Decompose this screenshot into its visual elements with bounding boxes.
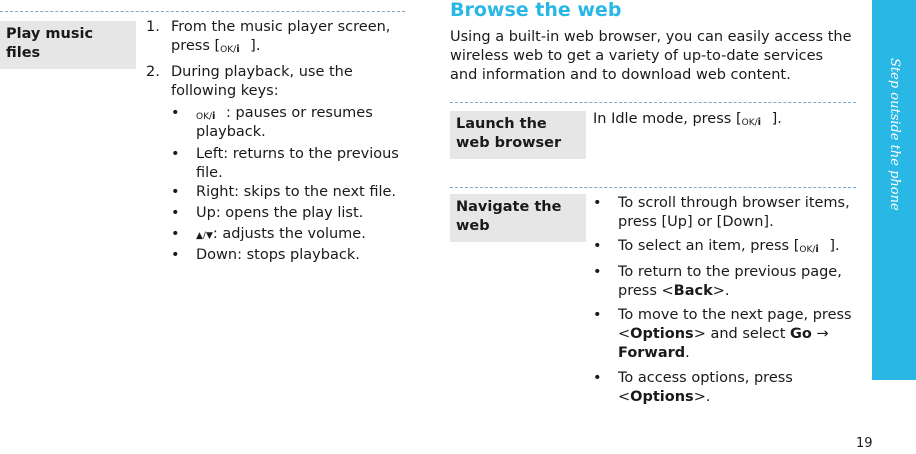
ok-key-icon: OK/i [799, 244, 819, 255]
step-1-line-2-post: ]. [250, 38, 261, 54]
ok-key-icon: OK/i [741, 117, 762, 128]
key-ok-desc: : pauses or resumes [226, 105, 373, 121]
launch-divider [450, 102, 856, 103]
step-2-line-1: During playback, use the [171, 64, 353, 80]
section-sidebar [872, 0, 916, 380]
ok-key-icon: OK/i [196, 111, 216, 122]
key-left-desc-2: file. [196, 165, 223, 181]
page-title: Browse the web [450, 0, 622, 21]
intro-paragraph: Using a built-in web browser, you can easily access the wireless web to get a variety of up-to-date services and information and to download web content. [450, 29, 852, 83]
ok-key-icon: OK/i [220, 44, 240, 55]
step-2-number: 2. [146, 64, 160, 80]
launch-instruction: In Idle mode, press [OK/i ]. [593, 111, 782, 128]
step-2-line-2: following keys: [171, 83, 279, 99]
up-down-key-icon: ▲/▼ [196, 231, 213, 241]
step-1-line-2-pre: press [ [171, 38, 221, 54]
sidebar-title: Step outside the phone [887, 58, 902, 211]
key-ok-desc-2: playback. [196, 124, 266, 140]
play-music-label [0, 21, 136, 69]
key-volume-desc: : adjusts the volume. [212, 226, 366, 242]
key-left-desc: Left: returns to the previous [196, 146, 399, 162]
step-1-number: 1. [146, 19, 160, 35]
launch-browser-label: Launch the web browser [450, 111, 586, 159]
key-down-desc: Down: stops playback. [196, 247, 360, 263]
play-music-label-text: Play music files [6, 26, 94, 61]
left-top-divider [0, 11, 405, 12]
step-1-line-1: From the music player screen, [171, 19, 391, 35]
navigate-web-label: Navigate the web [450, 194, 586, 242]
key-up-desc: Up: opens the play list. [196, 205, 364, 221]
navigate-divider [450, 187, 856, 188]
page-number: 19 [856, 436, 873, 451]
key-right-desc: Right: skips to the next file. [196, 184, 397, 200]
